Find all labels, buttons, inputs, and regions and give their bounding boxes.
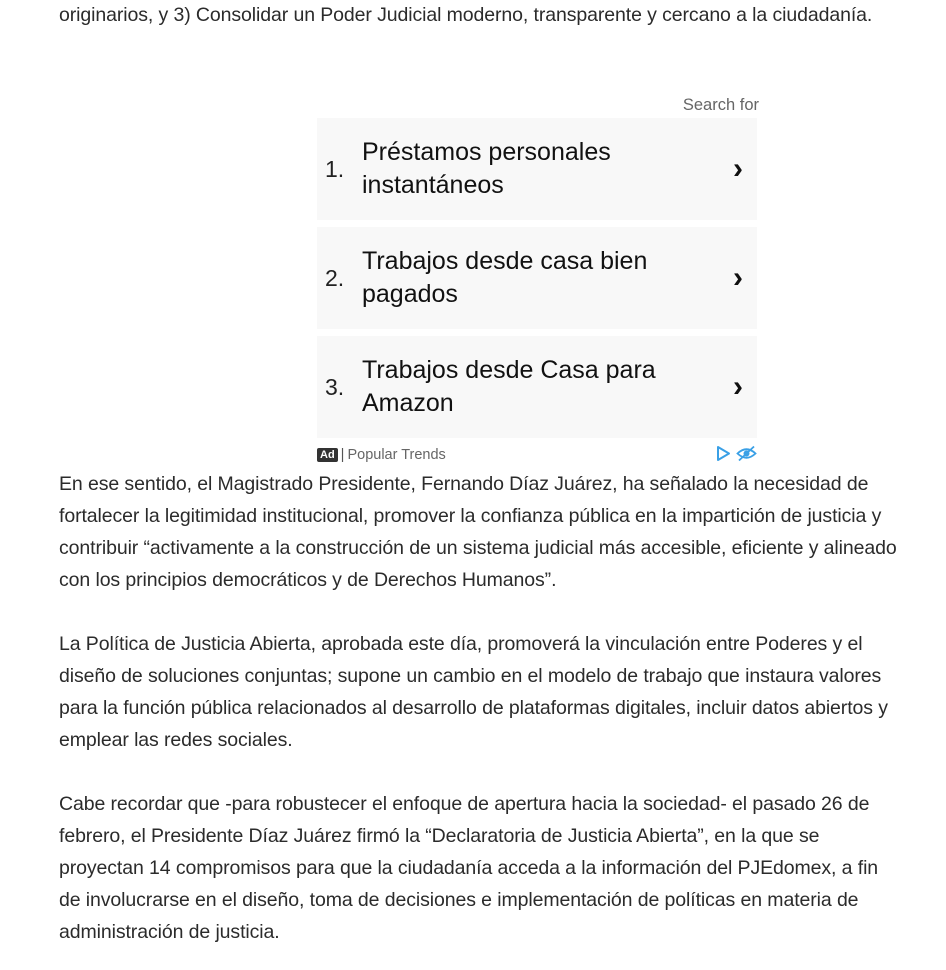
ad-footer — [317, 445, 759, 465]
search-ad-unit — [317, 92, 759, 465]
ad-item-label: Trabajos desde casa bien pagados — [362, 247, 648, 308]
adchoices-play-icon[interactable] — [715, 445, 732, 466]
ad-search-item[interactable] — [317, 118, 757, 220]
chevron-right-icon: › — [733, 370, 743, 403]
ad-item-number: 1. — [325, 155, 345, 182]
ad-badge: Ad — [317, 448, 338, 462]
ad-item-label: Préstamos personales instantáneos — [362, 138, 611, 199]
hide-ad-eye-icon[interactable] — [736, 445, 757, 466]
ad-item-label: Trabajos desde Casa para Amazon — [362, 356, 656, 417]
paragraph-1: En ese sentido, el Magistrado Presidente, Fernando Díaz Juárez, ha señalado la necesidad de fortalecer la legitimidad institucional, promover la confianza pública en la impartición de justicia y contribuir “activamente a la construcción de un sistema judicial más accesible, eficiente y alineado con los principios democráticos y de Derechos Humanos”. — [59, 473, 897, 591]
ad-search-item[interactable] — [317, 227, 757, 329]
paragraph-intro: originarios, y 3) Consolidar un Poder Judicial moderno, transparente y cercano a la ciudadanía. — [59, 4, 873, 26]
paragraph-3: Cabe recordar que -para robustecer el enfoque de apertura hacia la sociedad- el pasado 26 de febrero, el Presidente Díaz Juárez firmó la “Declaratoria de Justicia Abierta”, en la que se proyectan 14 compromisos para que la ciudadanía acceda a la información del PJEdomex, a fin de involucrarse en el diseño, toma de decisiones e implementación de políticas en materia de administración de justicia. — [59, 793, 879, 943]
ad-item-number: 3. — [325, 373, 345, 400]
ad-item-number: 2. — [325, 264, 345, 291]
ad-search-item[interactable] — [317, 336, 757, 438]
ad-header: Search for — [682, 96, 759, 114]
ad-separator: | — [340, 447, 345, 463]
ad-source-label[interactable]: Popular Trends — [347, 447, 446, 463]
chevron-right-icon: › — [733, 152, 743, 185]
chevron-right-icon: › — [733, 261, 743, 294]
ad-icons — [715, 445, 757, 466]
paragraph-2: La Política de Justicia Abierta, aprobada este día, promoverá la vinculación entre Poderes y el diseño de soluciones conjuntas; supone un cambio en el modelo de trabajo que instaura valores para la función pública relacionados al desarrollo de plataformas digitales, incluir datos abiertos y emplear las redes sociales. — [59, 633, 888, 751]
